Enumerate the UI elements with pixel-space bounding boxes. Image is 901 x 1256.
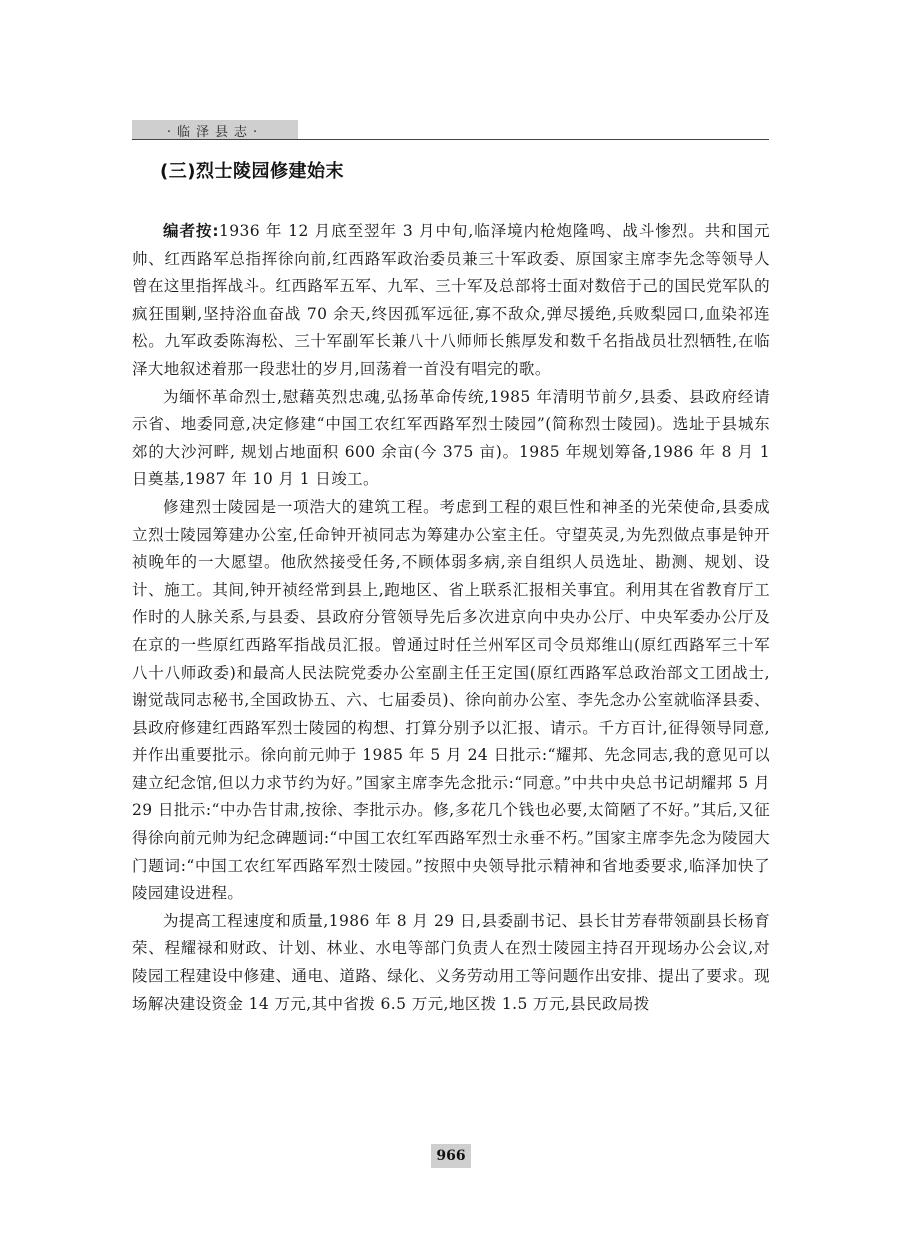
editor-note-text: 1936 年 12 月底至翌年 3 月中旬,临泽境内枪炮隆鸣、战斗惨烈。共和国元帅、红西路军总指挥徐向前,红西路军政治委员兼三十军政委、原国家主席李先念等领导人曾在这里指挥战斗。红西路军五军、九军、三十军及总部将士面对数倍于己的国民党军队的疯狂围剿,坚持浴血奋战 70 余天,终因孤军远征,寡不敌众,弹尽援绝,兵败梨园口,血染祁连松。九军政委陈海松、三十军副军长兼八十八师师长熊厚发和数千名指战员壮烈牺牲,在临泽大地叙述着那一段悲壮的岁月,回荡着一首没有唱完的歌。 bbox=[132, 222, 770, 378]
editor-note-paragraph bbox=[132, 218, 770, 384]
running-header-title: ·临泽县志· bbox=[166, 124, 264, 140]
running-header bbox=[132, 120, 298, 140]
body-text bbox=[132, 218, 770, 1018]
page-number-box bbox=[431, 1144, 471, 1168]
paragraph: 为缅怀革命烈士,慰藉英烈忠魂,弘扬革命传统,1985 年清明节前夕,县委、县政府经请示省、地委同意,决定修建“中国工农红军西路军烈士陵园”(简称烈士陵园)。选址于县城东郊的大沙河畔, 规划占地面积 600 余亩(今 375 亩)。1985 年规划筹备,1986 年 8 月 1 日奠基,1987 年 10 月 1 日竣工。 bbox=[132, 387, 770, 489]
section-title: (三)烈士陵园修建始末 bbox=[160, 161, 344, 182]
editor-note-label: 编者按: bbox=[163, 222, 219, 240]
paragraph: 修建烈士陵园是一项浩大的建筑工程。考虑到工程的艰巨性和神圣的光荣使命,县委成立烈士陵园筹建办公室,任命钟开祯同志为筹建办公室主任。守望英灵,为先烈做点事是钟开祯晚年的一大愿望。他欣然接受任务,不顾体弱多病,亲自组织人员选址、勘测、规划、设计、施工。其间,钟开祯经常到县上,跑地区、省上联系汇报相关事宜。利用其在省教育厅工作时的人脉关系,与县委、县政府分管领导先后多次进京向中央办公厅、中央军委办公厅及在京的一些原红西路军指战员汇报。曾通过时任兰州军区司令员郑维山(原红西路军三十军八十八师政委)和最高人民法院党委办公室副主任王定国(原红西路军总政治部文工团战士,谢觉哉同志秘书,全国政协五、六、七届委员)、徐向前办公室、李先念办公室就临泽县委、县政府修建红西路军烈士陵园的构想、打算分别予以汇报、请示。千方百计,征得领导同意,并作出重要批示。徐向前元帅于 1985 年 5 月 24 日批示:“耀邦、先念同志,我的意见可以建立纪念馆,但以力求节约为好。”国家主席李先念批示:“同意。”中共中央总书记胡耀邦 5 月 29 日批示:“中办告甘肃,按徐、李批示办。修,多花几个钱也必要,太简陋了不好。”其后,又征得徐向前元帅为纪念碑题词:“中国工农红军西路军烈士永垂不朽。”国家主席李先念为陵园大门题词:“中国工农红军西路军烈士陵园。”按照中央领导批示精神和省地委要求,临泽加快了陵园建设进程。 bbox=[132, 497, 770, 903]
page-number: 966 bbox=[436, 1148, 466, 1164]
paragraph: 为提高工程速度和质量,1986 年 8 月 29 日,县委副书记、县长甘芳春带领副县长杨育荣、程耀禄和财政、计划、林业、水电等部门负责人在烈士陵园主持召开现场办公会议,对陵园工程建设中修建、通电、道路、绿化、义务劳动用工等问题作出安排、提出了要求。现场解决建设资金 14 万元,其中省拨 6.5 万元,地区拨 1.5 万元,县民政局拨 bbox=[132, 911, 770, 1013]
header-rule bbox=[132, 139, 769, 140]
